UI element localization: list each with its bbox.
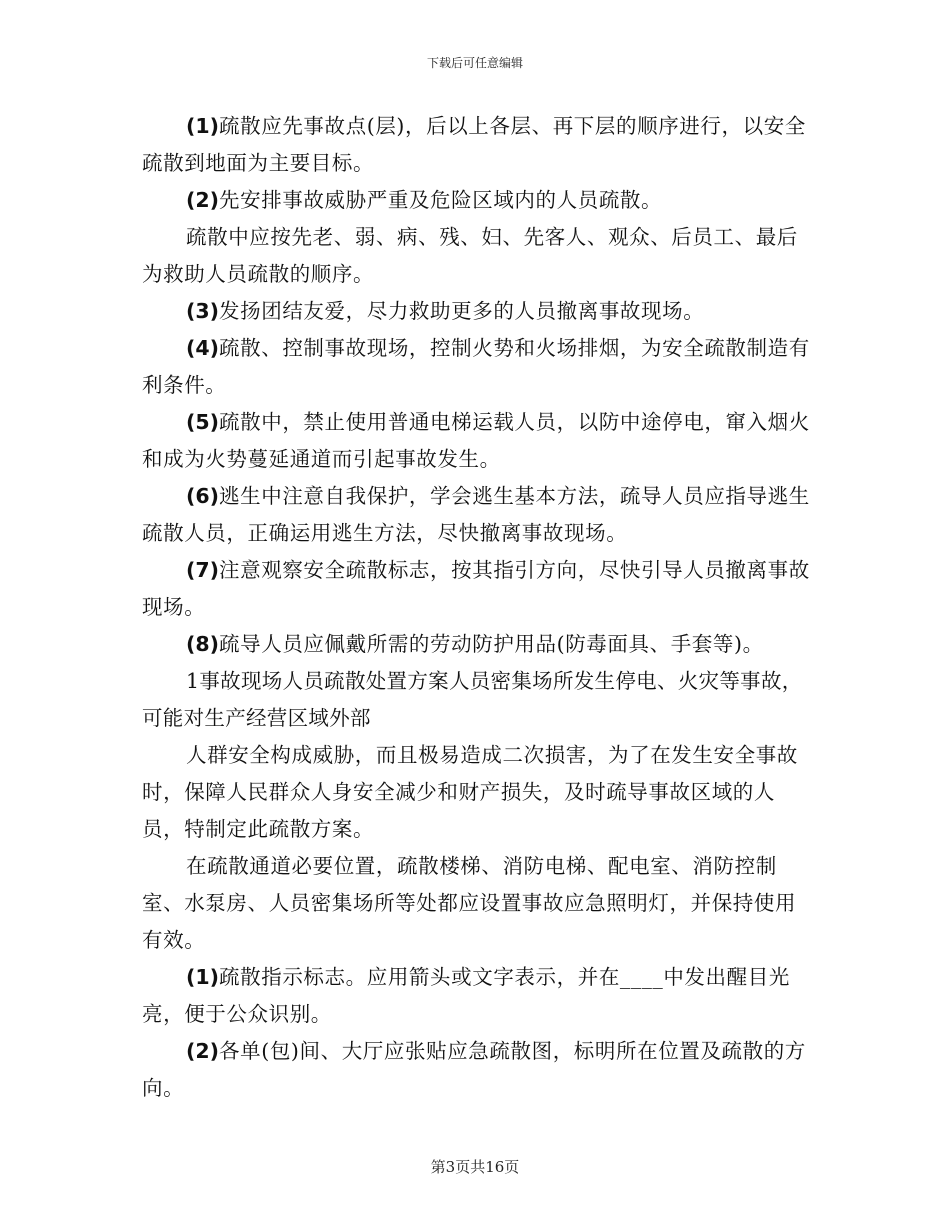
paragraph: [142, 1033, 814, 1107]
paragraph: [142, 737, 814, 848]
paragraph: [142, 293, 814, 330]
paragraph-text: 逃生中注意自我保护，学会逃生基本方法，疏导人员应指导逃生疏散人员，正确运用逃生方法，尽快撤离事故现场。: [142, 484, 810, 545]
paragraph-text: 发扬团结友爱，尽力救助更多的人员撤离事故现场。: [219, 299, 705, 323]
paragraph: [142, 663, 814, 737]
paragraph-text: 疏散指示标志。应用箭头或文字表示，并在____中发出醒目光亮，便于公众识别。: [142, 965, 790, 1026]
item-number: (3): [186, 299, 220, 323]
paragraph-text: 疏散中，禁止使用普通电梯运载人员，以防中途停电，窜入烟火和成为火势蔓延通道而引起事故发生。: [142, 410, 810, 471]
paragraph-text: 在疏散通道必要位置，疏散楼梯、消防电梯、配电室、消防控制室、水泵房、人员密集场所等处都应设置事故应急照明灯，并保持使用有效。: [142, 854, 797, 952]
paragraph-text: 先安排事故威胁严重及危险区域内的人员疏散。: [219, 188, 663, 212]
paragraph: [142, 404, 814, 478]
paragraph-text: 疏散应先事故点(层)，后以上各层、再下层的顺序进行，以安全疏散到地面为主要目标。: [142, 114, 806, 175]
paragraph: [142, 626, 814, 663]
paragraph: [142, 219, 814, 293]
paragraph: [142, 108, 814, 182]
item-number: (4): [186, 336, 220, 360]
item-number: (2): [186, 188, 220, 212]
paragraph: [142, 848, 814, 959]
document-body: [142, 108, 814, 1107]
page-header: 下载后可任意编辑: [426, 56, 523, 70]
item-number: (2): [186, 1039, 220, 1063]
item-number: (1): [186, 114, 220, 138]
paragraph: [142, 552, 814, 626]
paragraph-text: 各单(包)间、大厅应张贴应急疏散图，标明所在位置及疏散的方向。: [142, 1039, 806, 1100]
item-number: (5): [186, 410, 220, 434]
item-number: (1): [186, 965, 220, 989]
paragraph: [142, 959, 814, 1033]
paragraph: [142, 330, 814, 404]
paragraph-text: 疏导人员应佩戴所需的劳动防护用品(防毒面具、手套等)。: [219, 632, 764, 656]
paragraph: [142, 182, 814, 219]
paragraph-text: 疏散、控制事故现场，控制火势和火场排烟，为安全疏散制造有利条件。: [142, 336, 810, 397]
item-number: (8): [186, 632, 220, 656]
paragraph-text: 人群安全构成威胁，而且极易造成二次损害，为了在发生安全事故时，保障人民群众人身安全减少和财产损失，及时疏导事故区域的人员，特制定此疏散方案。: [142, 743, 798, 841]
page-footer: 第3页共16页: [430, 1158, 520, 1176]
paragraph-text: 疏散中应按先老、弱、病、残、妇、先客人、观众、后员工、最后为救助人员疏散的顺序。: [142, 225, 798, 286]
paragraph-text: 1事故现场人员疏散处置方案人员密集场所发生停电、火灾等事故，可能对生产经营区域外部: [142, 669, 803, 730]
paragraph: [142, 478, 814, 552]
item-number: (6): [186, 484, 220, 508]
paragraph-text: 注意观察安全疏散标志，按其指引方向，尽快引导人员撤离事故现场。: [142, 558, 810, 619]
item-number: (7): [186, 558, 220, 582]
